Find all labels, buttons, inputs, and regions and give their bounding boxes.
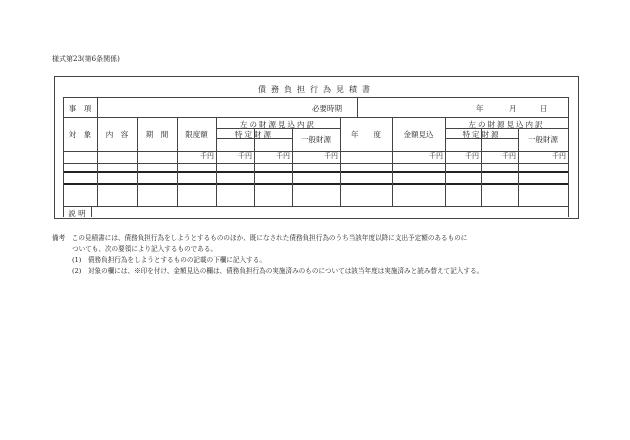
form-number: 様式第23(第6条関係) [52,55,120,63]
naiyou-header: 内 容 [105,130,129,139]
jikou-label: 事 項 [68,104,92,113]
unit-tokutei-left-2: 千円 [276,152,290,160]
unit-tokutei-right-1: 千円 [465,152,479,160]
setsumei-label: 説 明 [68,209,86,218]
day-label: 日 [540,104,548,113]
unit-gendogaku: 千円 [200,152,214,160]
kingaku-header: 金額見込 [403,130,434,139]
month-label: 月 [509,104,517,113]
nendo-header: 年 度 [351,130,381,139]
hitsuyou-jiki-label: 必要時期 [312,104,342,113]
kikan-header: 期 間 [145,130,169,139]
notes-line-1: 備考 この見積書には、債務負担行為をしようとするもののほか、既になされた債務負担行為のうち当該年度以降に支出予定額のあるものに [52,234,468,242]
taishou-header: 対 象 [68,130,92,139]
unit-tokutei-right-2: 千円 [502,152,516,160]
unit-ippan-right: 千円 [552,152,566,160]
unit-kingaku: 千円 [429,152,443,160]
year-label: 年 [476,104,484,113]
notes-item-2: (2) 対象の欄には、※印を付け、金額見込の欄は、債務負担行為の実施済みのものについては該当年度は実施済みと読み替えて記入する。 [72,267,484,275]
gendogaku-header: 限度額 [185,130,208,139]
notes-item-1: (1) 債務負担行為をしようとするものの記載の下欄に記入する。 [72,256,266,264]
unit-ippan-left: 千円 [324,152,338,160]
tokutei-left-header: 特定財源 [235,130,273,139]
unit-tokutei-left-1: 千円 [238,152,252,160]
ippan-left-header: 一般財源 [301,135,331,144]
ippan-right-header: 一般財源 [528,135,558,144]
tokutei-right-header: 特定財源 [462,130,501,139]
breakdown-left-header: 左の財源見込内訳 [240,120,316,129]
notes-line-2: ついても、次の要領により記入するものである。 [72,245,218,253]
form-title: 債務負担行為見積書 [258,85,375,94]
breakdown-right-header: 左の財源見込内訳 [468,120,545,129]
